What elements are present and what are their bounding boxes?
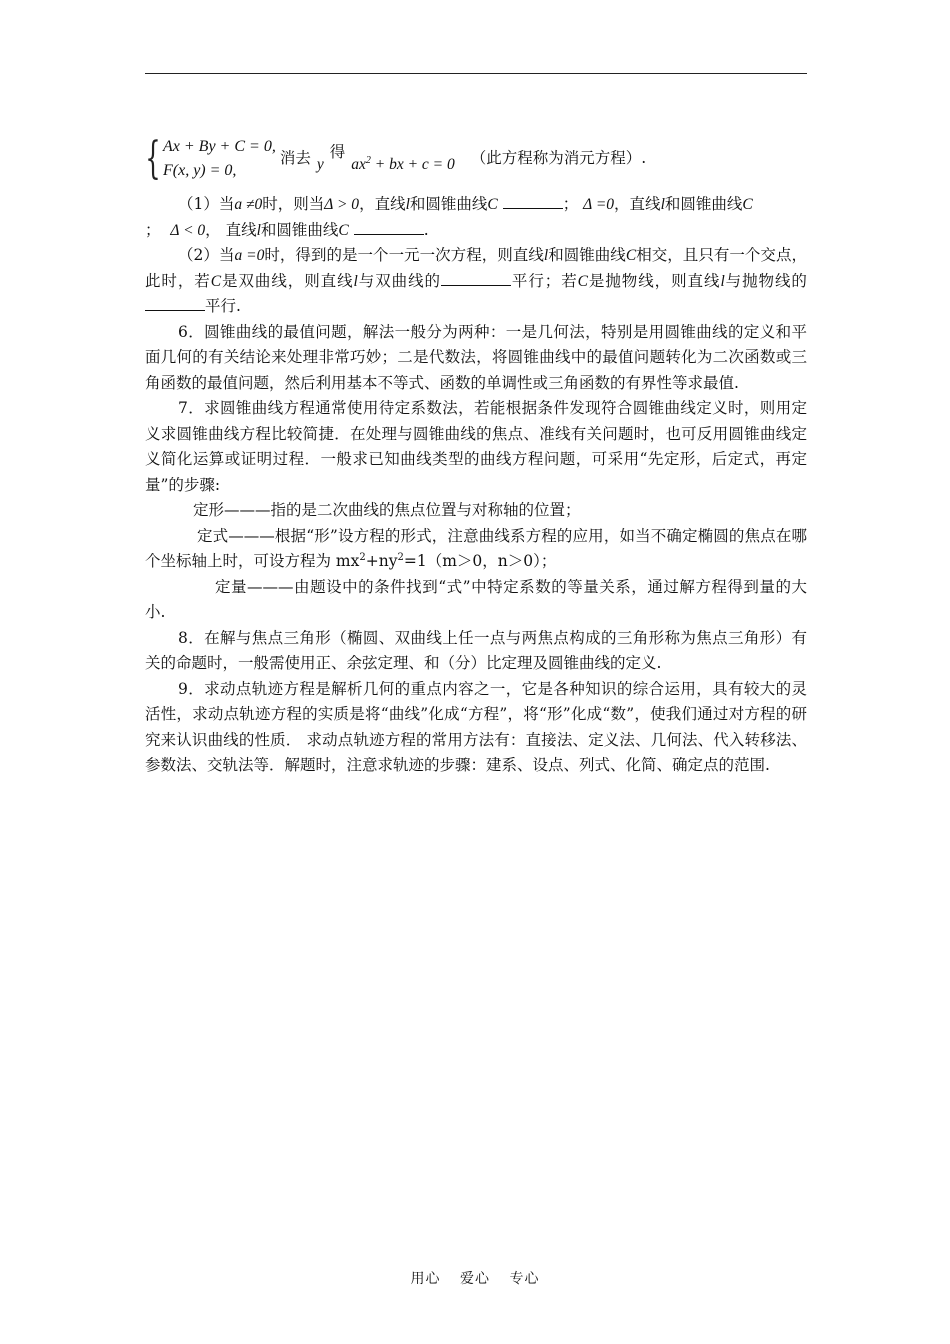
paragraph-8: 8．在解与焦点三角形（椭圆、双曲线上任一点与两焦点构成的三角形称为焦点三角形）有关的命题时，一般需使用正、余弦定理、和（分）比定理及圆锥曲线的定义. [145, 628, 807, 672]
blank-3 [441, 271, 511, 286]
footer-text-2: 爱心 [460, 1271, 490, 1287]
paragraph-6: 6．圆锥曲线的最值问题，解法一般分为两种：一是几何法，特别是用圆锥曲线的定义和平面几何的有关结论来处理非常巧妙；二是代数法，将圆锥曲线中的最值问题转化为二次函数或三角函数的最值问题，然后利用基本不等式、函数的单调性或三角函数的有界性等求最值. [145, 322, 807, 392]
paragraph-9: 9．求动点轨迹方程是解析几何的重点内容之一，它是各种知识的综合运用，具有较大的灵活性，求动点轨迹方程的实质是将“曲线”化成“方程”，将“形”化成“数”，使我们通过对方程的研究来认识曲线的性质． 求动点轨迹方程的常用方法有：直接法、定义法、几何法、代入转移法、参数法、交轨法等．解题时，注意求轨迹的步骤：建系、设点、列式、化简、确定点的范围. [145, 679, 807, 774]
step-form: 定式———根据“形”设方程的形式，注意曲线系方程的应用，如当不确定椭圆的焦点在哪个坐标轴上时，可设方程为 $mx^2+ny^2=1(m>0$，n＞0）； [145, 526, 807, 570]
footer-text-1: 用心 [410, 1271, 441, 1287]
get-text: 得 [329, 143, 346, 162]
step-shape: 定形———指的是二次曲线的焦点位置与对称轴的位置； [193, 501, 581, 519]
blank-2 [354, 220, 424, 235]
document-body [145, 132, 807, 779]
footer-text-3: 专心 [509, 1271, 540, 1287]
eliminated-variable: y [316, 156, 324, 174]
step-quantity: 定量———由题设中的条件找到“式”中特定系数的等量关系，通过解方程得到量的大小. [145, 577, 807, 621]
equation-2: F(x, y) = 0, [163, 162, 237, 179]
system-brace: { [145, 133, 161, 184]
equation-note: （此方程称为消元方程）. [470, 149, 647, 168]
eliminate-text: 消去 [279, 149, 311, 168]
blank-4 [145, 296, 205, 311]
eliminated-equation: $ax^2$ + bx + c = 0 [351, 155, 455, 174]
item-1: （1）当a ≠0时，则当Δ > 0，直线l和圆锥曲线C ； Δ =0，直线l和圆锥曲线C ； Δ < 0， 直线l和圆锥曲线C . [145, 195, 753, 239]
equation-system [145, 132, 807, 186]
header-rule [145, 73, 807, 74]
paragraph-7: 7．求圆锥曲线方程通常使用待定系数法，若能根据条件发现符合圆锥曲线定义时，则用定义求圆锥曲线方程比较简捷．在处理与圆锥曲线的焦点、准线有关问题时，也可反用圆锥曲线定义简化运算或证明过程．一般求已知曲线类型的曲线方程问题，可采用“先定形，后定式，再定量”的步骤: [145, 399, 807, 494]
page-footer [0, 1268, 950, 1288]
equation-1: Ax + By + C = 0, [163, 138, 276, 155]
blank-1 [503, 194, 563, 209]
item-2: （2）当a =0时，得到的是一个一元一次方程，则直线l和圆锥曲线C相交，且只有一个交点，此时，若C是双曲线，则直线l与双曲线的 平行；若C是抛物线，则直线l与抛物线的平行. [145, 246, 807, 315]
